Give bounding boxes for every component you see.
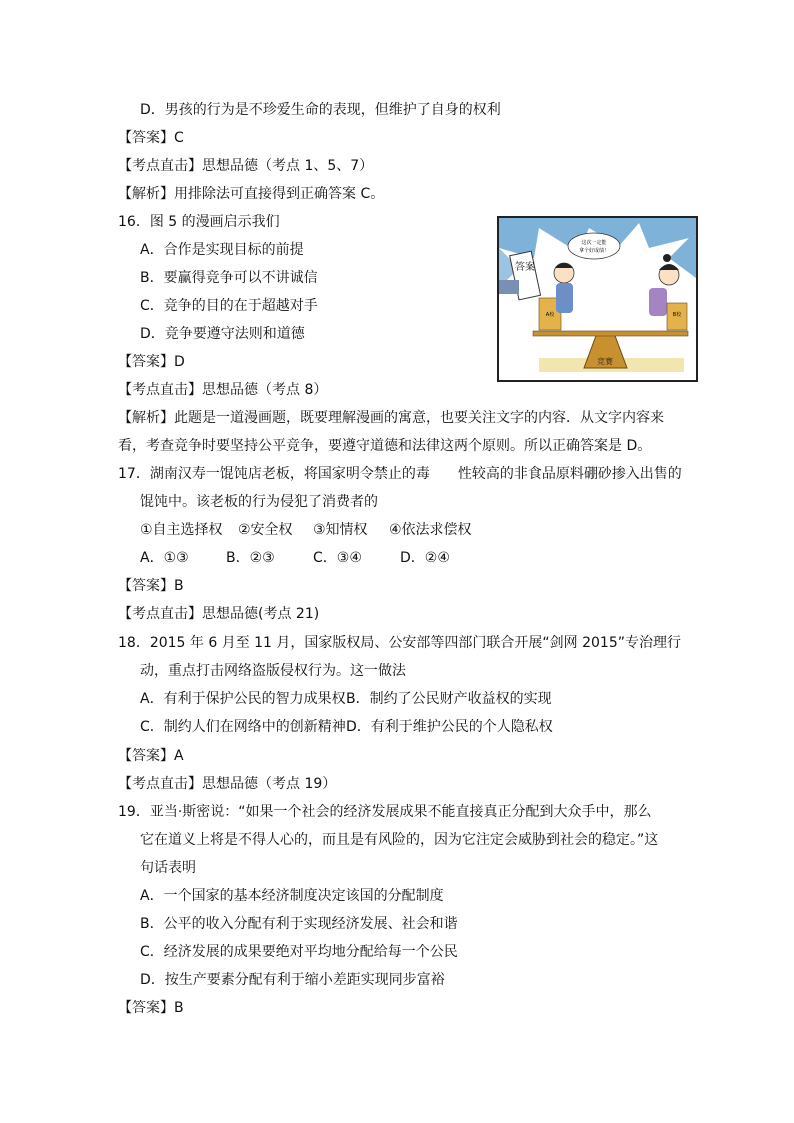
q17-item-2: ②安全权 <box>238 522 293 538</box>
q17-point: 【考点直击】思想品德(考点 21) <box>118 606 320 622</box>
q17-item-4: ④依法求偿权 <box>389 522 472 538</box>
q16-answer: 【答案】D <box>118 354 185 370</box>
q17-option-a: A．①③ <box>140 550 189 566</box>
q17-answer: 【答案】B <box>118 578 184 594</box>
q17-option-b: B．②③ <box>226 550 275 566</box>
q16-stem: 16．图 5 的漫画启示我们 <box>118 214 280 230</box>
desk-left-label: A校 <box>545 312 555 318</box>
q18-option-d: D．有利于维护公民的个人隐私权 <box>346 719 553 735</box>
q19-option-d: D．按生产要素分配有利于缩小差距实现同步富裕 <box>140 972 445 988</box>
q18-point: 【考点直击】思想品德（考点 19） <box>118 776 337 792</box>
q17-stem-1: 17．湖南汉寿一馄饨店老板，将国家明令禁止的毒 性较高的非食品原料硼砂掺入出售的 <box>118 466 682 482</box>
q19-option-b: B．公平的收入分配有利于实现经济发展、社会和谐 <box>140 916 458 932</box>
q17-item-1: ①自主选择权 <box>140 522 223 538</box>
q16-analysis-1: 【解析】此题是一道漫画题，既要理解漫画的寓意，也要关注文字的内容．从文字内容来 <box>118 410 664 426</box>
q17-item-3: ③知情权 <box>313 522 368 538</box>
q16-option-d: D．竞争要遵守法则和道德 <box>140 326 305 342</box>
q19-stem-1: 19．亚当·斯密说：“如果一个社会的经济发展成果不能直接真正分配到大众手中，那么 <box>118 804 652 820</box>
q17-option-d: D．②④ <box>400 550 450 566</box>
bubble-line-2: 拿个好成绩！ <box>578 248 610 254</box>
q15-answer: 【答案】C <box>118 130 184 146</box>
cartoon-figure-5 <box>497 216 698 382</box>
q18-option-c: C．制约人们在网络中的创新精神 <box>140 719 346 735</box>
desk-right-label: B校 <box>672 312 682 318</box>
q18-stem-1: 18．2015 年 6 月至 11 月，国家版权局、公安部等四部门联合开展“剑网 2015”专治理行 <box>118 635 681 651</box>
q18-option-a: A．有利于保护公民的智力成果权 <box>140 691 346 707</box>
q15-point: 【考点直击】思想品德（考点 1、5、7） <box>118 158 374 174</box>
paper-label: 答案 <box>515 262 535 273</box>
fulcrum-label: 竞赛 <box>597 357 613 366</box>
bubble-line-1: 这次一定能 <box>581 240 607 246</box>
q19-option-c: C．经济发展的成果要绝对平均地分配给每一个公民 <box>140 944 458 960</box>
q16-option-c: C．竞争的目的在于超越对手 <box>140 298 318 314</box>
q17-stem-2: 馄饨中。该老板的行为侵犯了消费者的 <box>140 494 378 510</box>
q18-stem-2: 动，重点打击网络盗版侵权行为。这一做法 <box>140 663 406 679</box>
q16-point: 【考点直击】思想品德（考点 8） <box>118 382 328 398</box>
q19-option-a: A．一个国家的基本经济制度决定该国的分配制度 <box>140 888 444 904</box>
q16-option-a: A．合作是实现目标的前提 <box>140 242 304 258</box>
q16-analysis-2: 看，考查竞争时要坚持公平竞争，要遵守道德和法律这两个原则。所以正确答案是 D。 <box>118 438 652 454</box>
q15-option-d: D．男孩的行为是不珍爱生命的表现，但维护了自身的权利 <box>140 102 501 118</box>
q18-option-b: B．制约了公民财产收益权的实现 <box>346 691 552 707</box>
q15-analysis: 【解析】用排除法可直接得到正确答案 C。 <box>118 186 385 202</box>
q19-stem-2: 它在道义上将是不得人心的，而且是有风险的，因为它注定会威胁到社会的稳定。”这 <box>140 832 659 848</box>
q17-option-c: C．③④ <box>313 550 362 566</box>
q19-stem-3: 句话表明 <box>140 860 196 876</box>
q16-option-b: B．要赢得竞争可以不讲诚信 <box>140 270 318 286</box>
q19-answer: 【答案】B <box>118 1000 184 1016</box>
q18-answer: 【答案】A <box>118 748 184 764</box>
